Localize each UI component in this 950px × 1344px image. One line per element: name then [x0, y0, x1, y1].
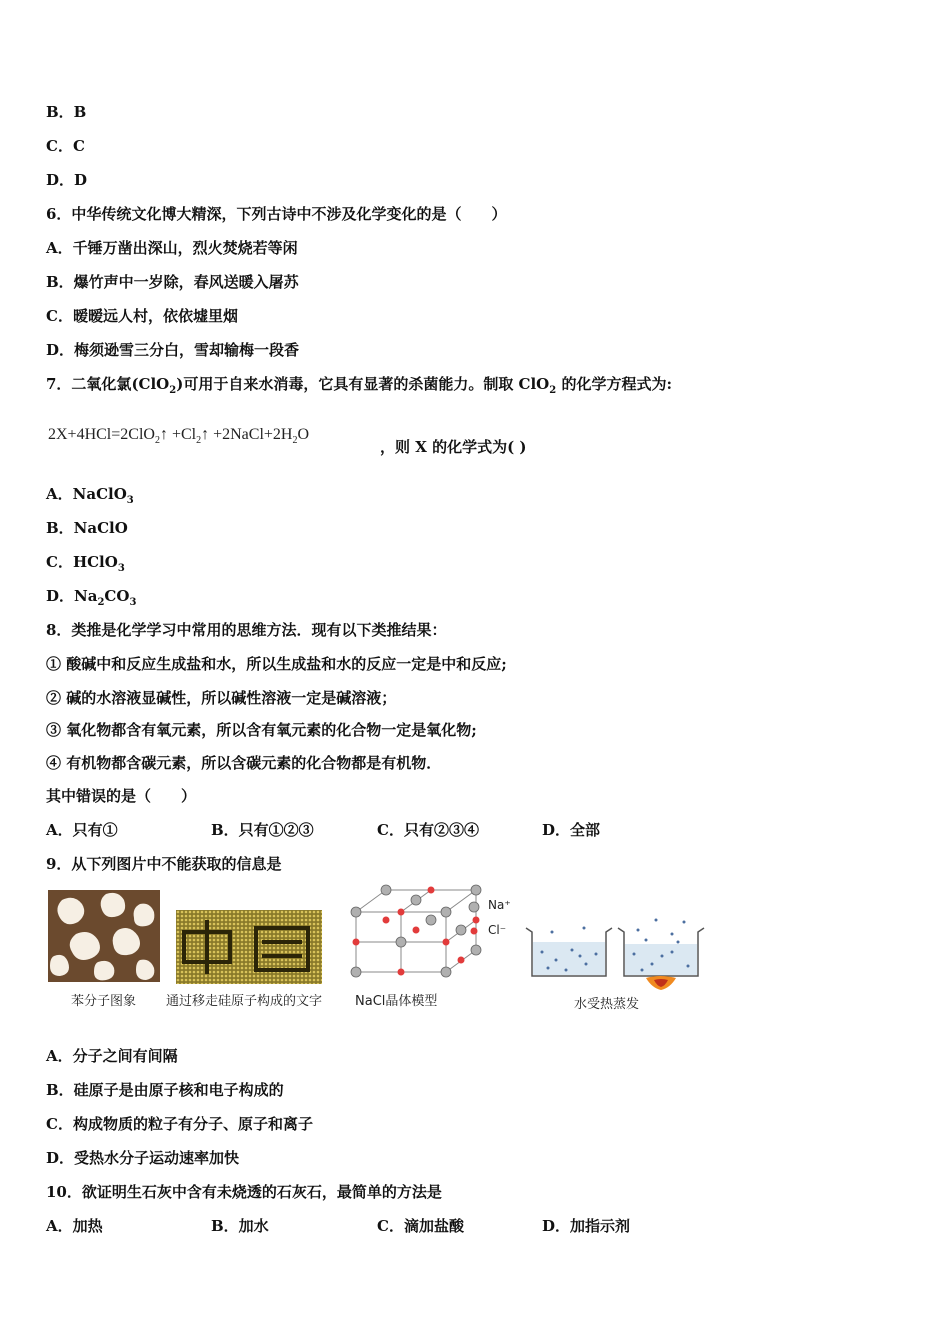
water-evaporation-image: [522, 912, 706, 992]
caption-benzene: 苯分子图象: [71, 994, 137, 1009]
q9-stem: 9．从下列图片中不能获取的信息是: [46, 855, 282, 873]
q6-option-c: C．暧暧远人村，依依墟里烟: [46, 307, 238, 325]
sodium-legend-icon: [469, 902, 479, 912]
q6-option-b: B．爆竹声中一岁除，春风送暖入屠苏: [46, 273, 299, 291]
silicon-atoms-image: [176, 910, 322, 984]
q8-option-d: D．全部: [542, 821, 601, 839]
q8-option-c: C．只有②③④: [377, 821, 479, 839]
caption-evaporation: 水受热蒸发: [574, 997, 640, 1012]
q9-option-b: B．硅原子是由原子核和电子构成的: [46, 1081, 284, 1099]
legend-na: Na⁺: [488, 898, 511, 912]
q8-statement-3: ③ 氧化物都含有氧元素，所以含有氧元素的化合物一定是氧化物;: [46, 721, 477, 739]
q7-equation: 2X+4HCl=2ClO$_2$↑ $+Cl_2↑$ $+2NaCl+2H_2O$: [48, 426, 310, 447]
q10-option-c: C．滴加盐酸: [377, 1217, 464, 1235]
chloride-legend-icon: [471, 928, 478, 935]
q9-option-d: D．受热水分子运动速率加快: [46, 1149, 240, 1167]
q10-option-b: B．加水: [211, 1217, 269, 1235]
q8-statement-2: ② 碱的水溶液显碱性，所以碱性溶液一定是碱溶液；: [46, 689, 397, 707]
caption-nacl: NaCl晶体模型: [355, 994, 438, 1009]
q10-stem: 10．欲证明生石灰中含有未烧透的石灰石，最简单的方法是: [46, 1183, 442, 1201]
q6-stem: 6．中华传统文化博大精深，下列古诗中不涉及化学变化的是（ ）: [46, 205, 507, 223]
q8-option-a: A．只有①: [46, 821, 118, 839]
q7-stem: 7．二氧化氯(ClO$_2$)可用于自来水消毒，它具有显著的杀菌能力。制取 ClO$_2$ 的化学方程式为:: [46, 375, 672, 396]
q7-option-b: B．NaClO: [46, 519, 128, 537]
q9-option-c: C．构成物质的粒子有分子、原子和离子: [46, 1115, 313, 1133]
q7-option-c: C．HClO$_3$: [46, 553, 125, 574]
caption-silicon: 通过移走硅原子构成的文字: [166, 994, 323, 1009]
benzene-molecule-image: [48, 890, 160, 982]
q7-equation-question: ，则 X 的化学式为( ): [380, 438, 527, 456]
q6-option-d: D．梅须逊雪三分白，雪却输梅一段香: [46, 341, 300, 359]
q8-ask: 其中错误的是（ ）: [46, 787, 197, 805]
q10-option-d: D．加指示剂: [542, 1217, 631, 1235]
q8-statement-1: ① 酸碱中和反应生成盐和水，所以生成盐和水的反应一定是中和反应;: [46, 655, 507, 673]
q8-stem: 8．类推是化学学习中常用的思维方法．现有以下类推结果：: [46, 621, 447, 639]
option-c: C．C: [46, 137, 85, 155]
q10-option-a: A．加热: [46, 1217, 103, 1235]
option-b: B．B: [46, 103, 87, 121]
q7-option-d: D．$Na_2CO_3$: [46, 587, 137, 608]
option-d: D．D: [46, 171, 88, 189]
legend-cl: Cl⁻: [488, 923, 507, 937]
q9-option-a: A．分子之间有间隔: [46, 1047, 178, 1065]
q6-option-a: A．千锤万凿出深山，烈火焚烧若等闲: [46, 239, 298, 257]
q8-statement-4: ④ 有机物都含碳元素，所以含碳元素的化合物都是有机物．: [46, 754, 442, 772]
q8-option-b: B．只有①②③: [211, 821, 314, 839]
q7-option-a: A．NaClO$_3$: [46, 485, 134, 506]
